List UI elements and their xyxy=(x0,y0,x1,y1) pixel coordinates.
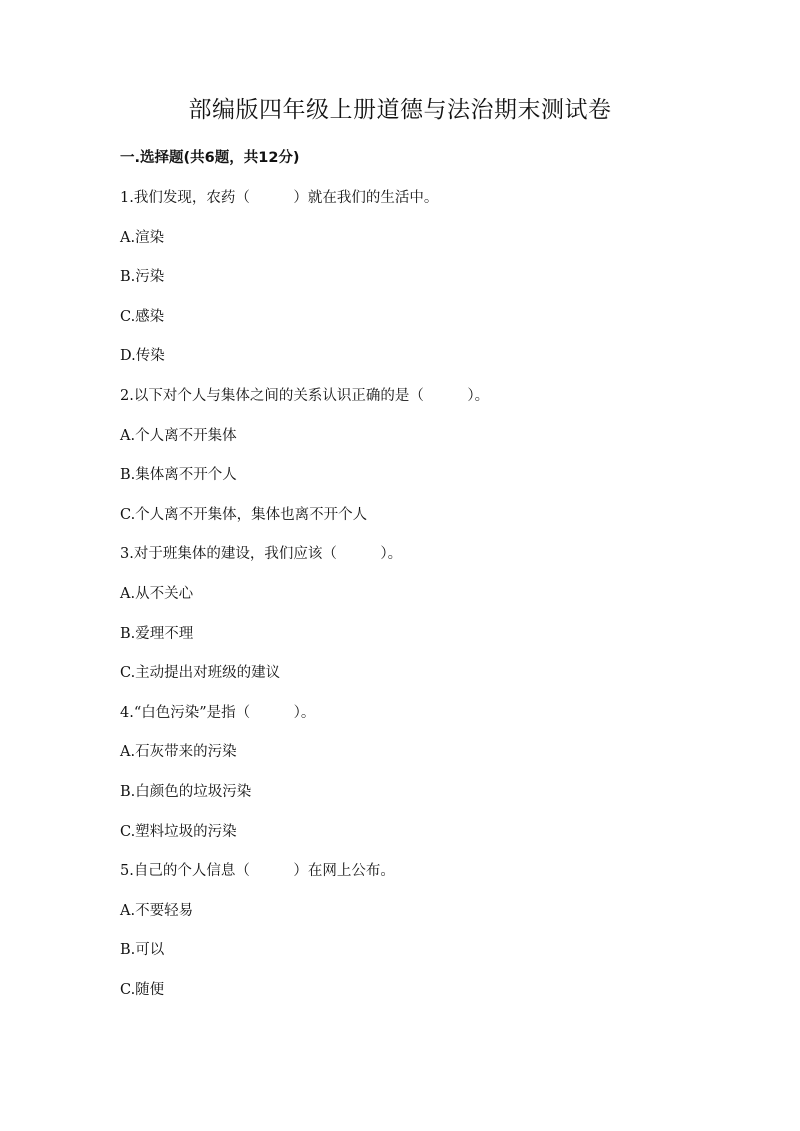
question-4-option-c: C.塑料垃圾的污染 xyxy=(120,824,237,840)
question-2-option-b: B.集体离不开个人 xyxy=(120,467,237,483)
question-3-option-c: C.主动提出对班级的建议 xyxy=(120,665,281,681)
question-2-option-c: C.个人离不开集体，集体也离不开个人 xyxy=(120,507,368,523)
question-1-option-d: D.传染 xyxy=(120,348,165,364)
question-5-option-b: B.可以 xyxy=(120,942,165,958)
question-2-option-a: A.个人离不开集体 xyxy=(120,428,237,444)
page-title: 部编版四年级上册道德与法治期末测试卷 xyxy=(188,97,612,123)
question-stem-2: 2.以下对个人与集体之间的关系认识正确的是（ ）。 xyxy=(120,388,490,404)
question-1-option-c: C.感染 xyxy=(120,309,165,325)
question-4-option-b: B.白颜色的垃圾污染 xyxy=(120,784,252,800)
question-3-option-b: B.爱理不理 xyxy=(120,626,194,642)
question-5-option-c: C.随便 xyxy=(120,982,165,998)
question-5-option-a: A.不要轻易 xyxy=(120,903,194,919)
question-4-option-a: A.石灰带来的污染 xyxy=(120,744,237,760)
question-stem-3: 3.对于班集体的建设，我们应该（ ）。 xyxy=(120,546,403,562)
question-3-option-a: A.从不关心 xyxy=(120,586,194,602)
question-stem-1: 1.我们发现，农药（ ）就在我们的生活中。 xyxy=(120,190,439,206)
section-heading: 一.选择题(共6题，共12分) xyxy=(120,150,300,166)
question-stem-5: 5.自己的个人信息（ ）在网上公布。 xyxy=(120,863,395,879)
question-1-option-a: A.渲染 xyxy=(120,230,165,246)
question-1-option-b: B.污染 xyxy=(120,269,165,285)
question-stem-4: 4.“白色污染”是指（ ）。 xyxy=(120,705,316,721)
